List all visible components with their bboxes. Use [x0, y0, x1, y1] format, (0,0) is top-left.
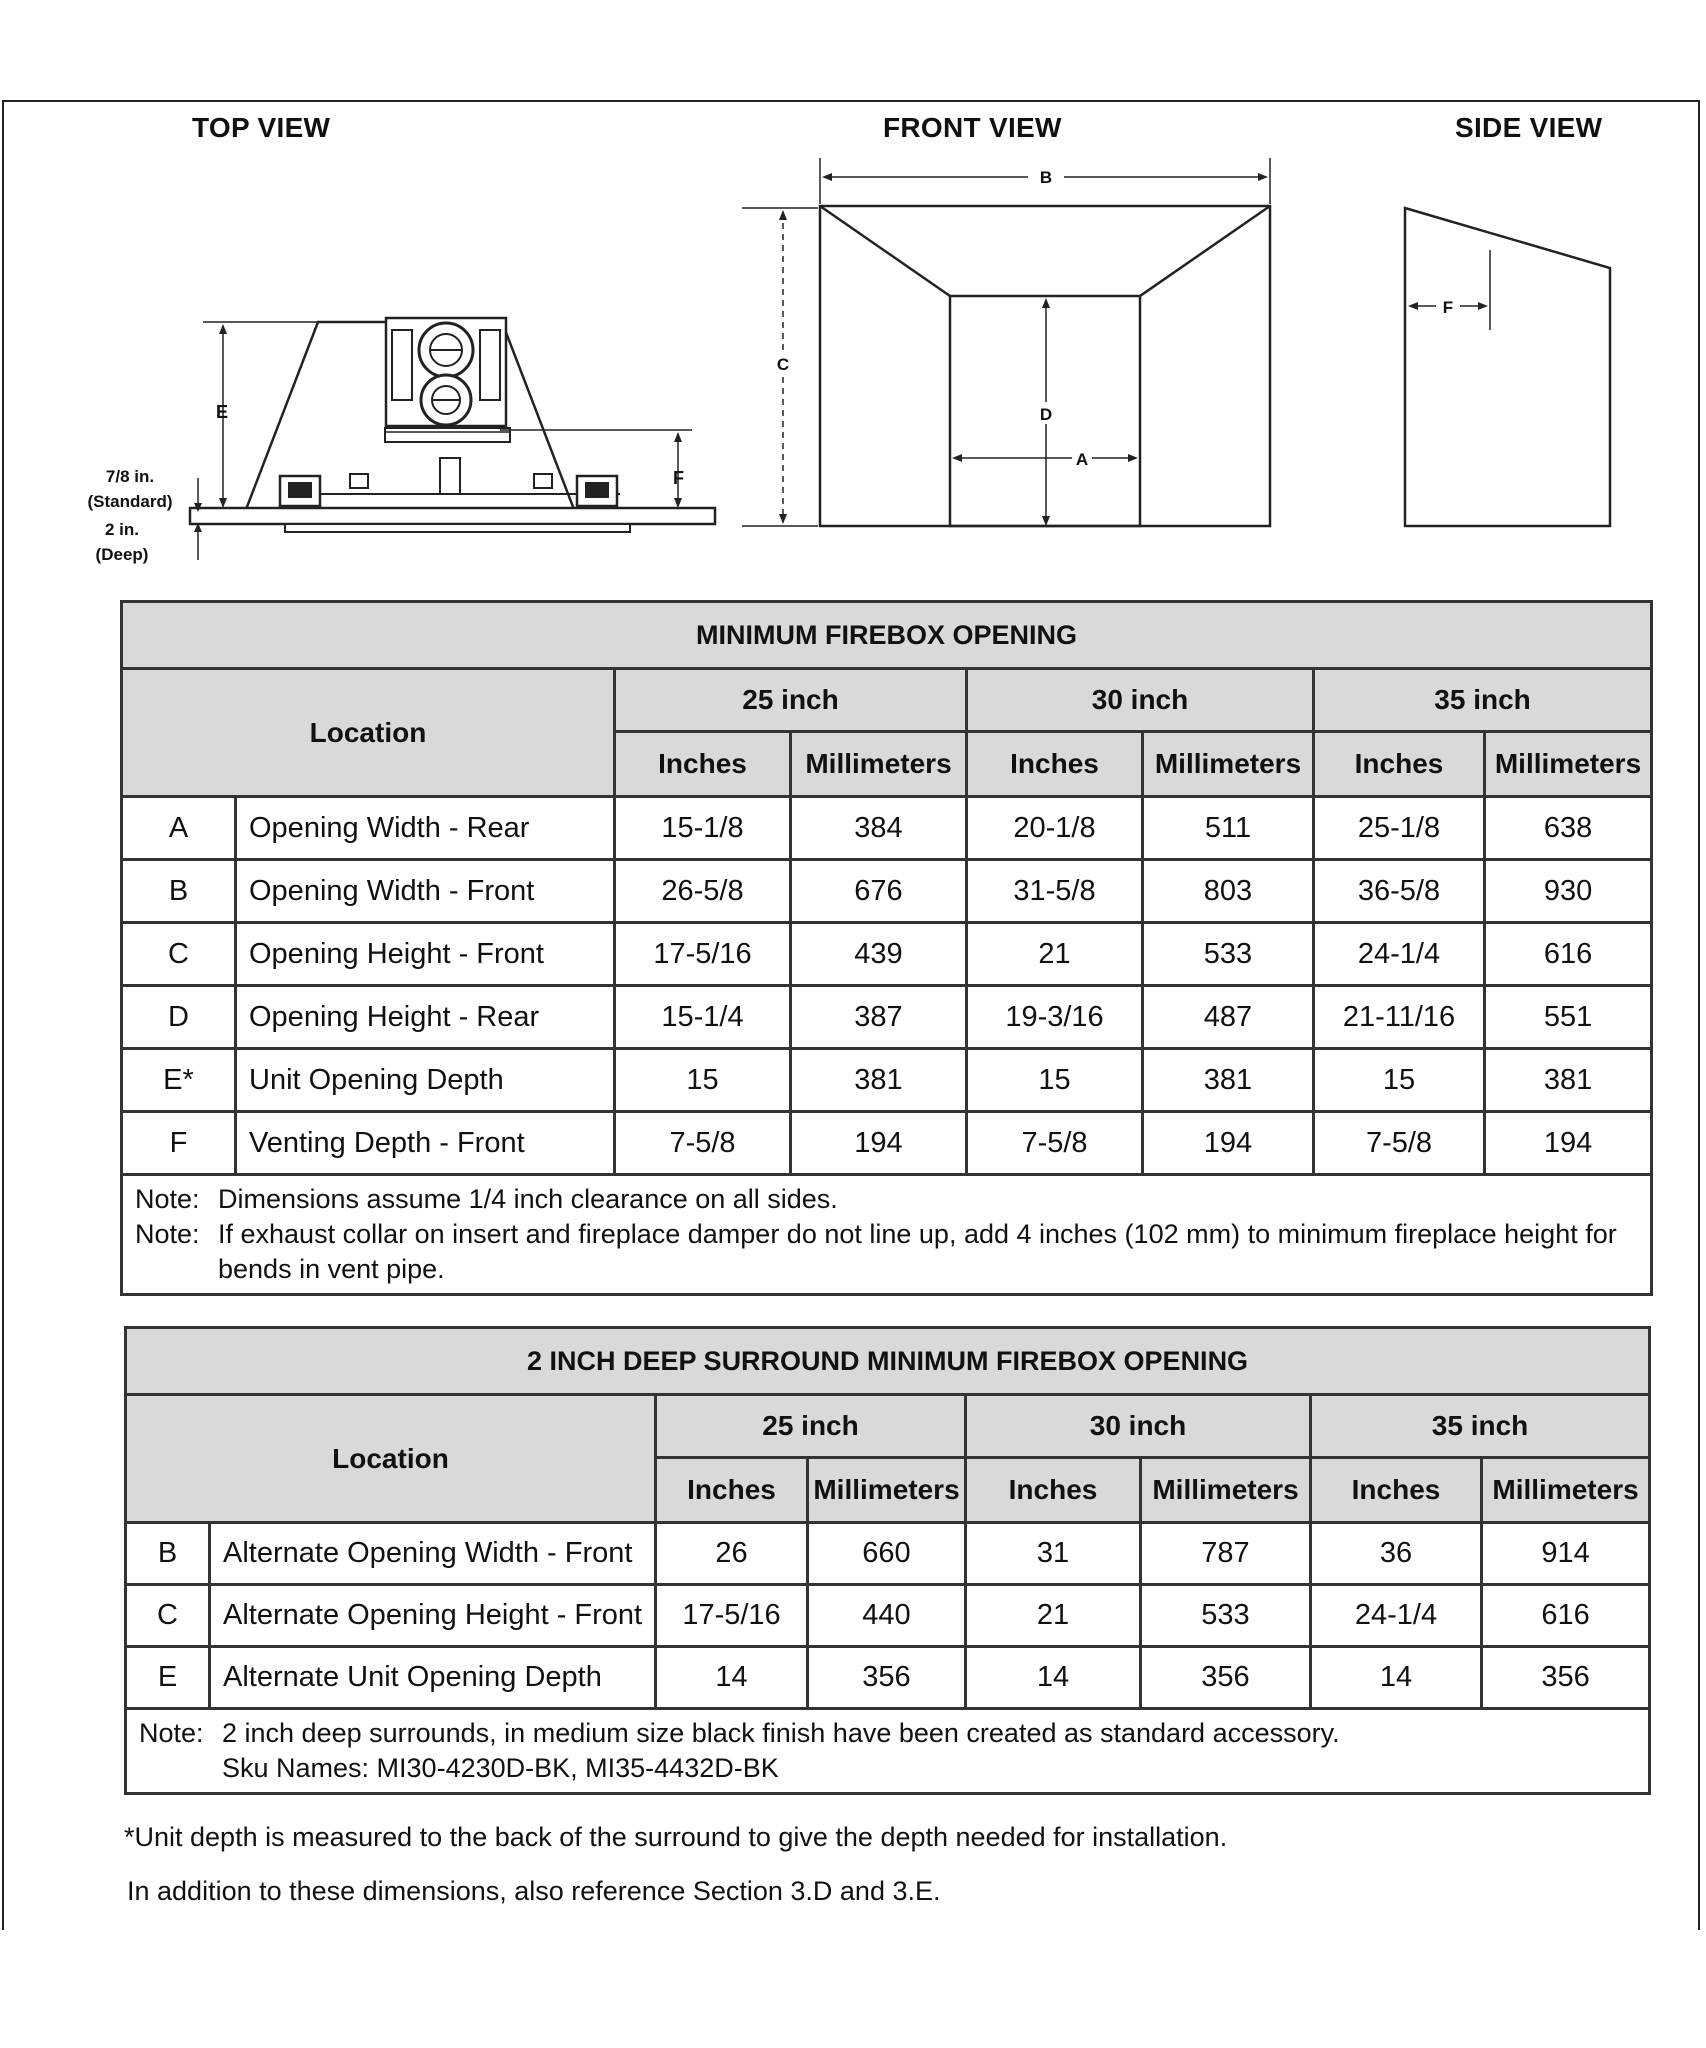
cell-value: 194 — [1485, 1112, 1652, 1175]
row-key: C — [122, 923, 236, 986]
cell-value: 676 — [791, 860, 967, 923]
side-view-title: SIDE VIEW — [1455, 112, 1603, 143]
cell-value: 26-5/8 — [615, 860, 791, 923]
cell-value: 15 — [1314, 1049, 1485, 1112]
note-label: Note: — [139, 1718, 204, 1748]
cell-value: 24-1/4 — [1314, 923, 1485, 986]
table1-title: MINIMUM FIREBOX OPENING — [122, 602, 1652, 669]
cell-value: 31-5/8 — [967, 860, 1143, 923]
table1-unit: Millimeters — [1143, 732, 1314, 797]
note-text: 2 inch deep surrounds, in medium size black finish have been created as standard accessory. — [222, 1718, 1340, 1748]
standard-dim-label: 7/8 in. — [105, 467, 155, 486]
table1-notes — [122, 1175, 1652, 1295]
cell-value: 787 — [1141, 1523, 1311, 1585]
cell-value: 17-5/16 — [615, 923, 791, 986]
front-d-label: D — [1039, 405, 1053, 424]
row-label: Alternate Opening Height - Front — [210, 1585, 656, 1647]
table2-title: 2 INCH DEEP SURROUND MINIMUM FIREBOX OPENING — [126, 1328, 1650, 1395]
table-row — [122, 986, 1652, 1049]
minimum-firebox-table — [120, 600, 1653, 1296]
side-view-diagram — [0, 0, 1700, 560]
table2-unit: Inches — [656, 1458, 808, 1523]
sku-names: Sku Names: MI30-4230D-BK, MI35-4432D-BK — [222, 1753, 779, 1783]
table-row — [126, 1585, 1650, 1647]
table1-unit: Millimeters — [1485, 732, 1652, 797]
table2-unit: Millimeters — [808, 1458, 966, 1523]
row-label: Opening Height - Rear — [236, 986, 615, 1049]
deep-surround-table — [124, 1326, 1651, 1795]
note-text: If exhaust collar on insert and fireplace damper do not line up, add 4 inches (102 mm) to minimum fireplace height for bends in vent pipe. — [218, 1219, 1617, 1284]
cell-value: 356 — [1141, 1647, 1311, 1709]
cell-value: 533 — [1141, 1585, 1311, 1647]
table1-unit: Millimeters — [791, 732, 967, 797]
cell-value: 36-5/8 — [1314, 860, 1485, 923]
cell-value: 511 — [1143, 797, 1314, 860]
row-key: A — [122, 797, 236, 860]
table-row — [122, 1049, 1652, 1112]
row-label: Alternate Opening Width - Front — [210, 1523, 656, 1585]
front-c-label: C — [776, 355, 790, 374]
cell-value: 24-1/4 — [1311, 1585, 1482, 1647]
cell-value: 356 — [808, 1647, 966, 1709]
cell-value: 15-1/4 — [615, 986, 791, 1049]
cell-value: 387 — [791, 986, 967, 1049]
top-view-title: TOP VIEW — [192, 112, 331, 143]
table-row — [122, 923, 1652, 986]
table1-group-35: 35 inch — [1314, 669, 1652, 732]
cell-value: 14 — [1311, 1647, 1482, 1709]
cell-value: 914 — [1482, 1523, 1650, 1585]
row-label: Opening Width - Rear — [236, 797, 615, 860]
table1-unit: Inches — [967, 732, 1143, 797]
side-f-label: F — [1442, 298, 1454, 317]
cell-value: 638 — [1485, 797, 1652, 860]
row-key: F — [122, 1112, 236, 1175]
row-label: Unit Opening Depth — [236, 1049, 615, 1112]
cell-value: 7-5/8 — [615, 1112, 791, 1175]
row-key: B — [126, 1523, 210, 1585]
top-e-label: E — [216, 402, 229, 422]
table-row — [126, 1647, 1650, 1709]
cell-value: 381 — [791, 1049, 967, 1112]
table1-group-25: 25 inch — [615, 669, 967, 732]
cell-value: 20-1/8 — [967, 797, 1143, 860]
cell-value: 194 — [1143, 1112, 1314, 1175]
row-key: E — [126, 1647, 210, 1709]
row-key: E* — [122, 1049, 236, 1112]
deep-label: (Deep) — [95, 545, 149, 564]
cell-value: 21-11/16 — [1314, 986, 1485, 1049]
table1-unit: Inches — [615, 732, 791, 797]
cell-value: 21 — [966, 1585, 1141, 1647]
cell-value: 17-5/16 — [656, 1585, 808, 1647]
footnote-unit-depth: *Unit depth is measured to the back of the surround to give the depth needed for installation. — [124, 1822, 1228, 1852]
front-a-label: A — [1075, 450, 1089, 469]
cell-value: 7-5/8 — [1314, 1112, 1485, 1175]
cell-value: 533 — [1143, 923, 1314, 986]
note-label: Note: — [135, 1219, 200, 1249]
cell-value: 930 — [1485, 860, 1652, 923]
table1-unit: Inches — [1314, 732, 1485, 797]
cell-value: 21 — [967, 923, 1143, 986]
cell-value: 616 — [1482, 1585, 1650, 1647]
table1-location-header: Location — [122, 669, 615, 797]
cell-value: 194 — [791, 1112, 967, 1175]
table2-group-25: 25 inch — [656, 1395, 966, 1458]
cell-value: 19-3/16 — [967, 986, 1143, 1049]
table2-unit: Millimeters — [1482, 1458, 1650, 1523]
table-row — [126, 1523, 1650, 1585]
table2-unit: Inches — [1311, 1458, 1482, 1523]
cell-value: 25-1/8 — [1314, 797, 1485, 860]
table-row — [122, 797, 1652, 860]
front-b-label: B — [1039, 168, 1053, 187]
cell-value: 14 — [656, 1647, 808, 1709]
table2-group-35: 35 inch — [1311, 1395, 1650, 1458]
cell-value: 616 — [1485, 923, 1652, 986]
cell-value: 7-5/8 — [967, 1112, 1143, 1175]
row-label: Opening Height - Front — [236, 923, 615, 986]
table-row — [122, 860, 1652, 923]
cell-value: 439 — [791, 923, 967, 986]
standard-label: (Standard) — [87, 492, 173, 511]
cell-value: 381 — [1485, 1049, 1652, 1112]
cell-value: 384 — [791, 797, 967, 860]
note-label: Note: — [135, 1184, 200, 1214]
table2-group-30: 30 inch — [966, 1395, 1311, 1458]
table-row — [122, 1112, 1652, 1175]
cell-value: 36 — [1311, 1523, 1482, 1585]
cell-value: 440 — [808, 1585, 966, 1647]
cell-value: 14 — [966, 1647, 1141, 1709]
cell-value: 551 — [1485, 986, 1652, 1049]
top-f-label: F — [673, 468, 684, 488]
cell-value: 487 — [1143, 986, 1314, 1049]
table2-unit: Millimeters — [1141, 1458, 1311, 1523]
row-key: C — [126, 1585, 210, 1647]
cell-value: 381 — [1143, 1049, 1314, 1112]
note-text: Dimensions assume 1/4 inch clearance on all sides. — [218, 1184, 838, 1214]
footnote-reference: In addition to these dimensions, also reference Section 3.D and 3.E. — [127, 1876, 941, 1906]
row-label: Alternate Unit Opening Depth — [210, 1647, 656, 1709]
row-key: D — [122, 986, 236, 1049]
front-view-title: FRONT VIEW — [883, 112, 1062, 143]
row-label: Venting Depth - Front — [236, 1112, 615, 1175]
cell-value: 26 — [656, 1523, 808, 1585]
table2-location-header: Location — [126, 1395, 656, 1523]
table2-note — [126, 1709, 1650, 1794]
cell-value: 15-1/8 — [615, 797, 791, 860]
cell-value: 15 — [967, 1049, 1143, 1112]
deep-dim-label: 2 in. — [104, 520, 140, 539]
cell-value: 356 — [1482, 1647, 1650, 1709]
cell-value: 803 — [1143, 860, 1314, 923]
cell-value: 31 — [966, 1523, 1141, 1585]
table2-unit: Inches — [966, 1458, 1141, 1523]
row-key: B — [122, 860, 236, 923]
cell-value: 660 — [808, 1523, 966, 1585]
cell-value: 15 — [615, 1049, 791, 1112]
table1-group-30: 30 inch — [967, 669, 1314, 732]
row-label: Opening Width - Front — [236, 860, 615, 923]
